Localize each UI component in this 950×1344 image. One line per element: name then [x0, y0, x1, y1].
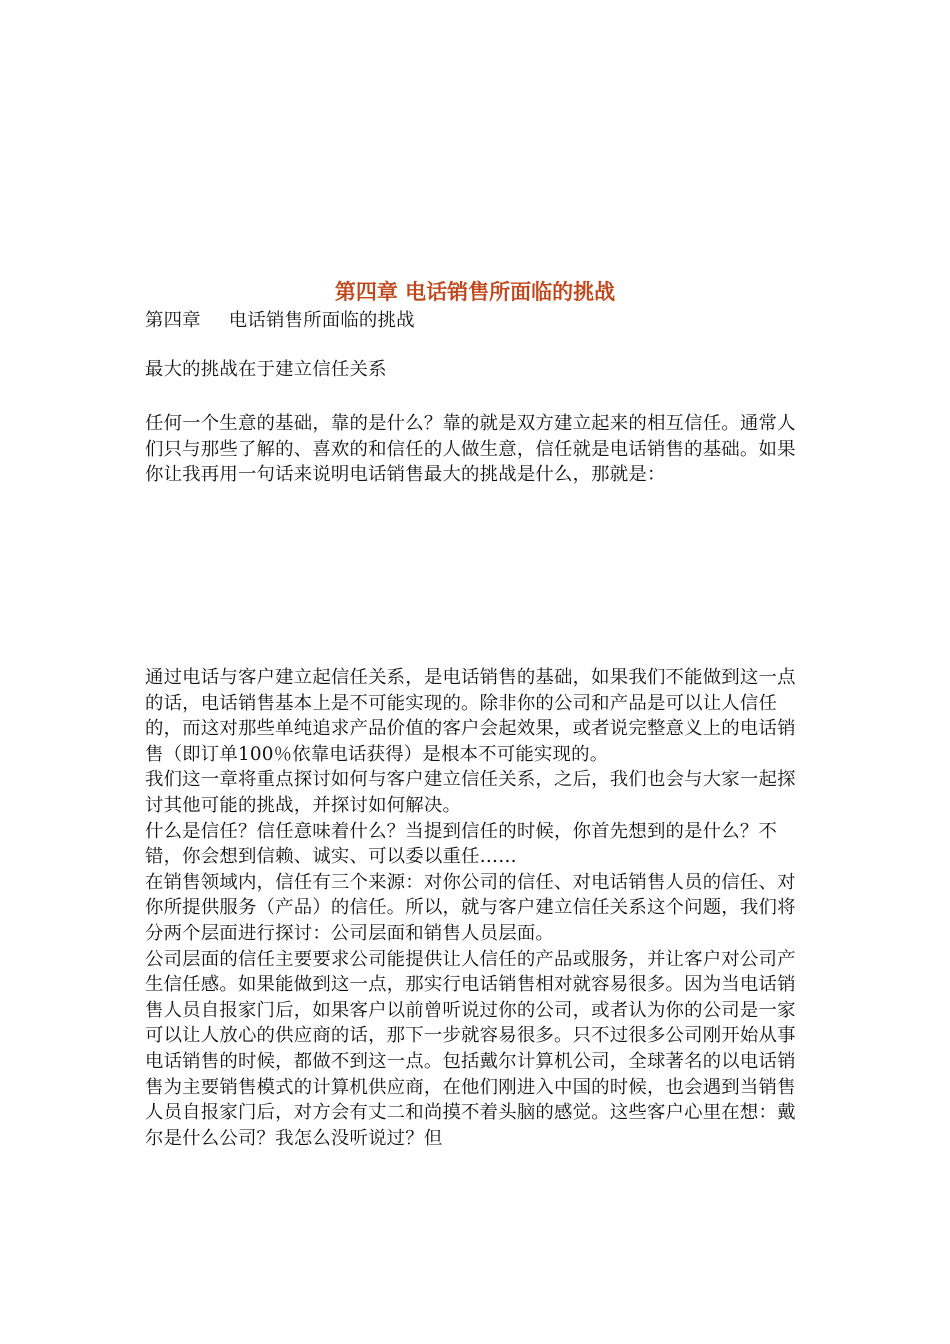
paragraph-3: 我们这一章将重点探讨如何与客户建立信任关系，之后，我们也会与大家一起探讨其他可能的挑战，并探讨如何解决。	[145, 769, 796, 816]
paragraph-2: 通过电话与客户建立起信任关系，是电话销售的基础，如果我们不能做到这一点的话，电话销售基本上是不可能实现的。除非你的公司和产品是可以让人信任的，而这对那些单纯追求产品价值的客户会起效果，或者说完整意义上的电话销售（即订单100％依靠电话获得）是根本不可能实现的。	[145, 667, 796, 765]
paragraph-6: 公司层面的信任主要要求公司能提供让人信任的产品或服务，并让客户对公司产生信任感。如果能做到这一点，那实行电话销售相对就容易很多。因为当电话销售人员自报家门后，如果客户以前曾听说过你的公司，或者认为你的公司是一家可以让人放心的供应商的话，那下一步就容易很多。只不过很多公司刚开始从事电话销售的时候，都做不到这一点。包括戴尔计算机公司，全球著名的以电话销售为主要销售模式的计算机供应商，在他们刚进入中国的时候，也会遇到当销售人员自报家门后，对方会有丈二和尚摸不着头脑的感觉。这些客户心里在想：戴尔是什么公司？我怎么没听说过？但	[145, 948, 796, 1149]
section-heading	[145, 357, 807, 383]
paragraph-1: 任何一个生意的基础，靠的是什么？靠的就是双方建立起来的相互信任。通常人们只与那些了解的、喜欢的和信任的人做生意，信任就是电话销售的基础。如果你让我再用一句话来说明电话销售最大的挑战是什么，那就是：	[145, 413, 796, 486]
paragraph-4: 什么是信任？信任意味着什么？当提到信任的时候，你首先想到的是什么？不错，你会想到信赖、诚实、可以委以重任……	[145, 820, 778, 868]
paragraph-5: 在销售领域内，信任有三个来源：对你公司的信任、对电话销售人员的信任、对你所提供服务（产品）的信任。所以，就与客户建立信任关系这个问题，我们将分两个层面进行探讨：公司层面和销售人员层面。	[145, 871, 796, 944]
intro-block	[145, 411, 807, 488]
section-heading-text: 最大的挑战在于建立信任关系	[145, 359, 387, 380]
chapter-title: 第四章 电话销售所面临的挑战	[334, 280, 616, 304]
chapter-subtitle	[145, 308, 807, 334]
subtitle-chapter-number: 第四章	[145, 310, 201, 331]
subtitle-chapter-name: 电话销售所面临的挑战	[228, 310, 415, 331]
body-block	[145, 665, 807, 1151]
